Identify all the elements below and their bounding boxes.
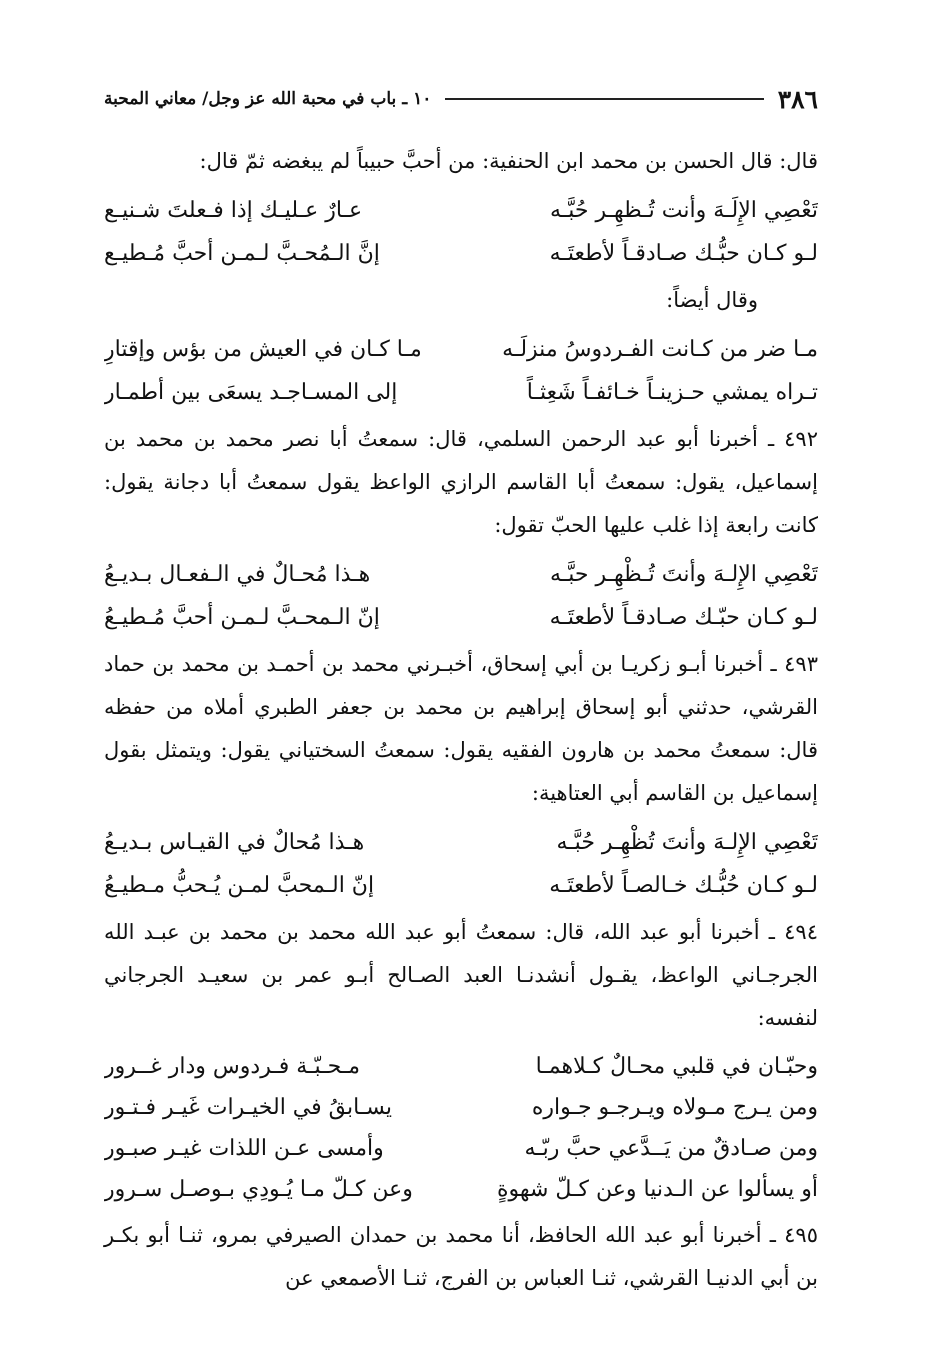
verse-first-hemistich: تَعْصِي الإِلَـهَ وأنت تُـظهِـر حُبَّـه [549, 198, 818, 223]
verse-second-hemistich: عـارٌ عـليـك إذا فـعلتَ شـنيـع [104, 198, 363, 223]
paragraph: ٤٩٢ ـ أخبرنا أبو عبد الرحمن السلمي، قال: سمعتُ أبا نصر محمد بن محمد بن إسماعيل، يقول: سمعتُ أبا القاسم الرازي الواعظ يقول سمعتُ أبا دجانة يقول: كانت رابعة إذا غلب عليها الحبّ تقول: [104, 427, 818, 537]
verse-second-hemistich: وعن كـلّ مـا يُـودِي بـوصـل سـرور [104, 1177, 413, 1202]
verse-second-hemistich: هـذا مُحالٌ في القيـاس بـديـعُ [104, 830, 365, 855]
poem [104, 553, 818, 639]
paragraph: قال: قال الحسن بن محمد ابن الحنفية: من أحبَّ حبيباً لم يبغضه ثمّ قال: [199, 149, 818, 173]
verse-first-hemistich: تَعْصِي الإِلـهَ وأنتَ تُظْهِـر حُبَّـه [556, 830, 818, 855]
verse-second-hemistich: هـذا مُحـالٌ في الـفعـال بـديـعُ [104, 562, 371, 587]
verse-first-hemistich: وحبّـان في قلبي محـالٌ كـلاهمـا [535, 1054, 818, 1079]
verse-second-hemistich: يسـابقُ في الخيـرات غَيـر فـتـور [104, 1095, 393, 1120]
verse-line [104, 596, 818, 639]
verse-line [104, 1046, 818, 1087]
page-number: ٣٨٦ [777, 84, 818, 114]
poem [104, 1046, 818, 1210]
verse-first-hemistich: تـراه يمشي حـزينـاً خـائفـاً شَعِثـاً [526, 380, 818, 405]
verse-second-hemistich: إنَّ الـمُحـبَّ لـمـن أحبَّ مُـطيـع [104, 241, 380, 266]
verse-line [104, 1128, 818, 1169]
verse-second-hemistich: وأمسى عـن اللذات غيـر صبـور [104, 1136, 384, 1161]
verse-first-hemistich: مـا ضر من كـانت الفـردوسُ منزلَـه [502, 337, 818, 362]
page-body [104, 140, 818, 1300]
verse-line [104, 232, 818, 275]
verse-first-hemistich: أو يسألوا عن الـدنيا وعن كـلّ شهوةٍ [496, 1177, 818, 1202]
paragraph: ٤٩٣ ـ أخبرنا أبـو زكريـا بن أبي إسحاق، أخبـرني محمد بن أحمـد بن محمد بن حماد القرشي، حدثني أبو إسحاق إبراهيم بن محمد بن جعفر الطبري أملاه من حفظه قال: سمعتُ محمد بن هارون الفقيه يقول: سمعتُ السختياني يقول: ويتمثل بقول إسماعيل بن القاسم أبي العتاهية: [104, 652, 818, 805]
verse-first-hemistich: ومن يـرج مـولاه ويـرجـو جـواره [531, 1095, 818, 1120]
poem [104, 821, 818, 907]
poem [104, 328, 818, 414]
verse-second-hemistich: إنّ الـمحبَّ لمـن يُـحبُّ مـطيـعُ [104, 873, 375, 898]
verse-line [104, 371, 818, 414]
paragraph: ٤٩٤ ـ أخبرنا أبو عبد الله، قال: سمعتُ أبو عبد الله محمد بن محمد بن عبـد الله الجرجـاني الواعظ، يقـول أنشدنـا العبد الصـالح أبـو عمر بن سعيـد الجرجاني لنفسه: [104, 920, 818, 1030]
verse-second-hemistich: مـا كـان في العيش من بؤس وإقتارِ [104, 337, 422, 362]
poem [104, 189, 818, 275]
verse-first-hemistich: لـو كـان حبّـك صـادقـاً لأطعتَـه [549, 605, 818, 630]
header-rule [445, 98, 763, 100]
running-title: ١٠ ـ باب في محبة الله عز وجل/ معاني المحبة [104, 89, 432, 109]
verse-line [104, 1087, 818, 1128]
verse-second-hemistich: مـحـبّـة فـردوس ودار غــرور [104, 1054, 361, 1079]
verse-first-hemistich: ومن صـادقٌ من يَــدَّعي حبَّ ربّـه [524, 1136, 818, 1161]
verse-second-hemistich: إنّ الـمحـبَّ لـمـن أحبَّ مُـطيـعُ [104, 605, 380, 630]
verse-line [104, 1169, 818, 1210]
verse-line [104, 189, 818, 232]
verse-line [104, 864, 818, 907]
verse-line [104, 328, 818, 371]
verse-line [104, 553, 818, 596]
verse-first-hemistich: لـو كـان حبُّـك صـادقـاً لأطعتَـه [549, 241, 818, 266]
paragraph: ٤٩٥ ـ أخبرنا أبو عبد الله الحافظ، أنا محمد بن حمدان الصيرفي بمرو، ثنـا أبو بكـر بن أبي الدنيـا القرشي، ثنـا العباس بن الفرج، ثنـا الأصمعي عن [104, 1223, 818, 1290]
verse-second-hemistich: إلى المسـاجـد يسعَى بين أطمـار [104, 380, 398, 405]
verse-first-hemistich: لـو كـان حُبُّـك خـالصـاً لأطعتَـه [549, 873, 818, 898]
verse-line [104, 821, 818, 864]
page-header [104, 84, 818, 114]
paragraph: وقال أيضاً: [666, 288, 758, 312]
verse-first-hemistich: تَعْصِي الإِلـهَ وأنتَ تُـظْهِـر حبَّـه [549, 562, 818, 587]
